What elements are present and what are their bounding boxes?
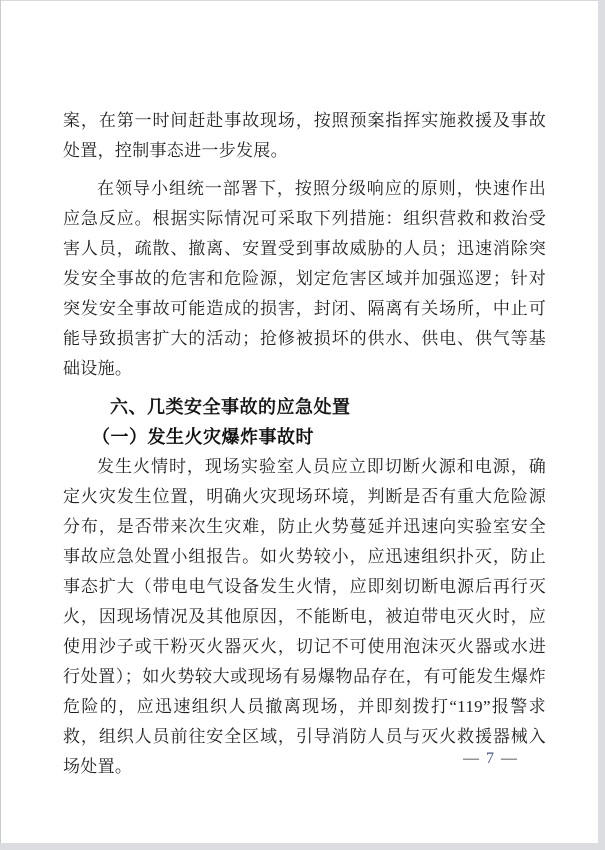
paragraph-fire-explosion-response: 发生火情时，现场实验室人员应立即切断火源和电源，确定火灾发生位置，明确火灾现场环境，判断是否有重大危险源分布，是否带来次生灾难，防止火势蔓延并迅速向实验室安全事故应急处置小组报告。如火势较小，应迅速组织扑灭，防止事态扩大（带电电气设备发生火情，应即刻切断电源后再行灭火，因现场情况及其他原因，不能断电，被迫带电灭火时，应使用沙子或干粉灭火器灭火，切记不可使用泡沫灭火器或水进行处置）；如火势较大或现场有易爆物品存在，有可能发生爆炸危险的，应迅速组织人员撤离现场，并即刻拨打“119”报警求救，组织人员前往安全区域，引导消防人员与灭火救援器械入场处置。 — [63, 457, 546, 776]
paragraph-incident-response-continuation: 案，在第一时间赶赴事故现场，按照预案指挥实施救援及事故处置，控制事态进一步发展。 — [63, 111, 546, 160]
section-heading-emergency-handling: 六、几类安全事故的应急处置 — [110, 397, 351, 417]
document-content — [63, 0, 546, 790]
subsection-heading-fire-explosion: （一）发生火灾爆炸事故时 — [92, 427, 314, 447]
page-number — [463, 750, 517, 768]
paragraph-graded-response-measures: 在领导小组统一部署下，按照分级响应的原则，快速作出应急反应。根据实际情况可采取下列措施：组织营救和救治受害人员，疏散、撤离、安置受到事故威胁的人员；迅速消除突发安全事故的危害和危险源，划定危害区域并加强巡逻；针对突发安全事故可能造成的损害，封闭、隔离有关场所，中止可能导致损害扩大的活动；抢修被损坏的供水、供电、供气等基础设施。 — [63, 179, 546, 378]
page-number-digit: 7 — [486, 750, 494, 767]
page-number-dash-left: — — [463, 750, 479, 767]
page-number-dash-right: — — [501, 750, 517, 767]
